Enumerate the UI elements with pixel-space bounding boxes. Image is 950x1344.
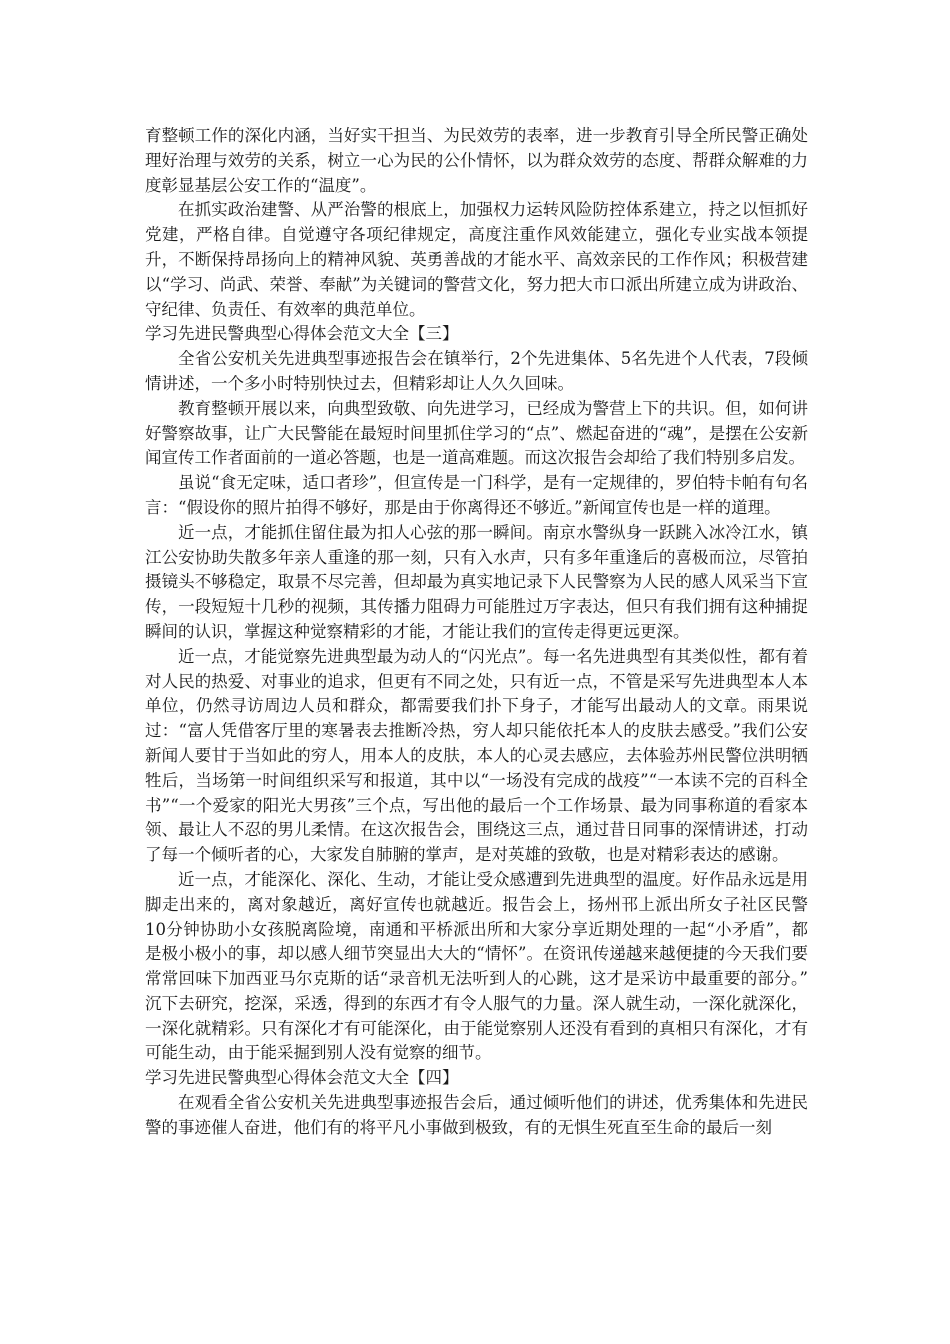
- paragraph: 全省公安机关先进典型事迹报告会在镇举行，2个先进集体、5名先进个人代表，7段倾情讲述，一个多小时特别快过去，但精彩却让人久久回味。: [145, 349, 808, 393]
- paragraph: 在观看全省公安机关先进典型事迹报告会后，通过倾听他们的讲述，优秀集体和先进民警的事迹催人奋进，他们有的将平凡小事做到极致，有的无惧生死直至生命的最后一刻: [145, 1093, 808, 1137]
- paragraph: 近一点，才能深化、深化、生动，才能让受众感遭到先进典型的温度。好作品永远是用脚走出来的，离对象越近，离好宣传也就越近。报告会上，扬州邗上派出所女子社区民警10分钟协助小女孩脱离险境，南通和平桥派出所和大家分享近期处理的一起“小矛盾”，都是极小极小的事，却以感人细节突显出大大的“情怀”。在资讯传递越来越便捷的今天我们要常常回味下加西亚马尔克斯的话“录音机无法听到人的心跳，这才是采访中最重要的部分。” 沉下去研究，挖深，采透，得到的东西才有令人服气的力量。深人就生动，一深化就深化，一深化就精彩。只有深化才有可能深化，由于能觉察别人还没有看到的真相只有深化，才有可能生动，由于能采掘到别人没有觉察的细节。: [145, 869, 808, 1063]
- section-heading: 学习先进民警典型心得体会范文大全【四】: [145, 1068, 459, 1088]
- section-heading: 学习先进民警典型心得体会范文大全【三】: [145, 324, 459, 344]
- paragraph-continued: 育整顿工作的深化内涵，当好实干担当、为民效劳的表率，进一步教育引导全所民警正确处理好治理与效劳的关系，树立一心为民的公仆情怀，以为群众效劳的态度、帮群众解难的力度彰显基层公安工作的“温度”。: [145, 126, 808, 195]
- paragraph: 在抓实政治建警、从严治警的根底上，加强权力运转风险防控体系建立，持之以恒抓好党建，严格自律。自觉遵守各项纪律规定，高度注重作风效能建立，强化专业实战本领提升，不断保持昂扬向上的精神风貌、英勇善战的才能水平、高效亲民的工作作风；积极营建以“学习、尚武、荣誉、奉献”为关键词的警营文化，努力把大市口派出所建立成为讲政治、守纪律、负责任、有效率的典范单位。: [145, 200, 808, 319]
- paragraph: 教育整顿开展以来，向典型致敬、向先进学习，已经成为警营上下的共识。但，如何讲好警察故事，让广大民警能在最短时间里抓住学习的“点”、燃起奋进的“魂”，是摆在公安新闻宣传工作者面前的一道必答题，也是一道高难题。而这次报告会却给了我们特别多启发。: [145, 398, 808, 468]
- paragraph: 近一点，才能觉察先进典型最为动人的“闪光点”。每一名先进典型有其类似性，都有着对人民的热爱、对事业的追求，但更有不同之处，只有近一点，不管是采写先进典型本人本单位，仍然寻访周边人员和群众，都需要我们扑下身子，才能写出最动人的文章。雨果说过：“富人凭借客厅里的寒暑表去推断冷热，穷人却只能依托本人的皮肤去感受。”我们公安新闻人要甘于当如此的穷人，用本人的皮肤，本人的心灵去感应，去体验苏州民警位洪明牺牲后，当场第一时间组织采写和报道，其中以“一场没有完成的战疫”“一本读不完的百科全书”“一个爱家的阳光大男孩”三个点，写出他的最后一个工作场景、最为同事称道的看家本领、最让人不忍的男儿柔情。在这次报告会，围绕这三点，通过昔日同事的深情讲述，打动了每一个倾听者的心，大家发自肺腑的掌声，是对英雄的致敬，也是对精彩表达的感谢。: [145, 646, 808, 865]
- paragraph: 近一点，才能抓住留住最为扣人心弦的那一瞬间。南京水警纵身一跃跳入冰冷江水，镇江公安协助失散多年亲人重逢的那一刻，只有入水声，只有多年重逢后的喜极而泣，尽管拍摄镜头不够稳定，取景不尽完善，但却最为真实地记录下人民警察为人民的感人风采当下宣传，一段短短十几秒的视频，其传播力阻碍力可能胜过万字表达，但只有我们拥有这种捕捉瞬间的认识，掌握这种觉察精彩的才能，才能让我们的宣传走得更远更深。: [145, 522, 808, 641]
- document-page: [145, 124, 808, 1141]
- paragraph: 虽说“食无定味，适口者珍”，但宣传是一门科学，是有一定规律的，罗伯特卡帕有句名言：“假设你的照片拍得不够好，那是由于你离得还不够近。”新闻宣传也是一样的道理。: [145, 473, 808, 517]
